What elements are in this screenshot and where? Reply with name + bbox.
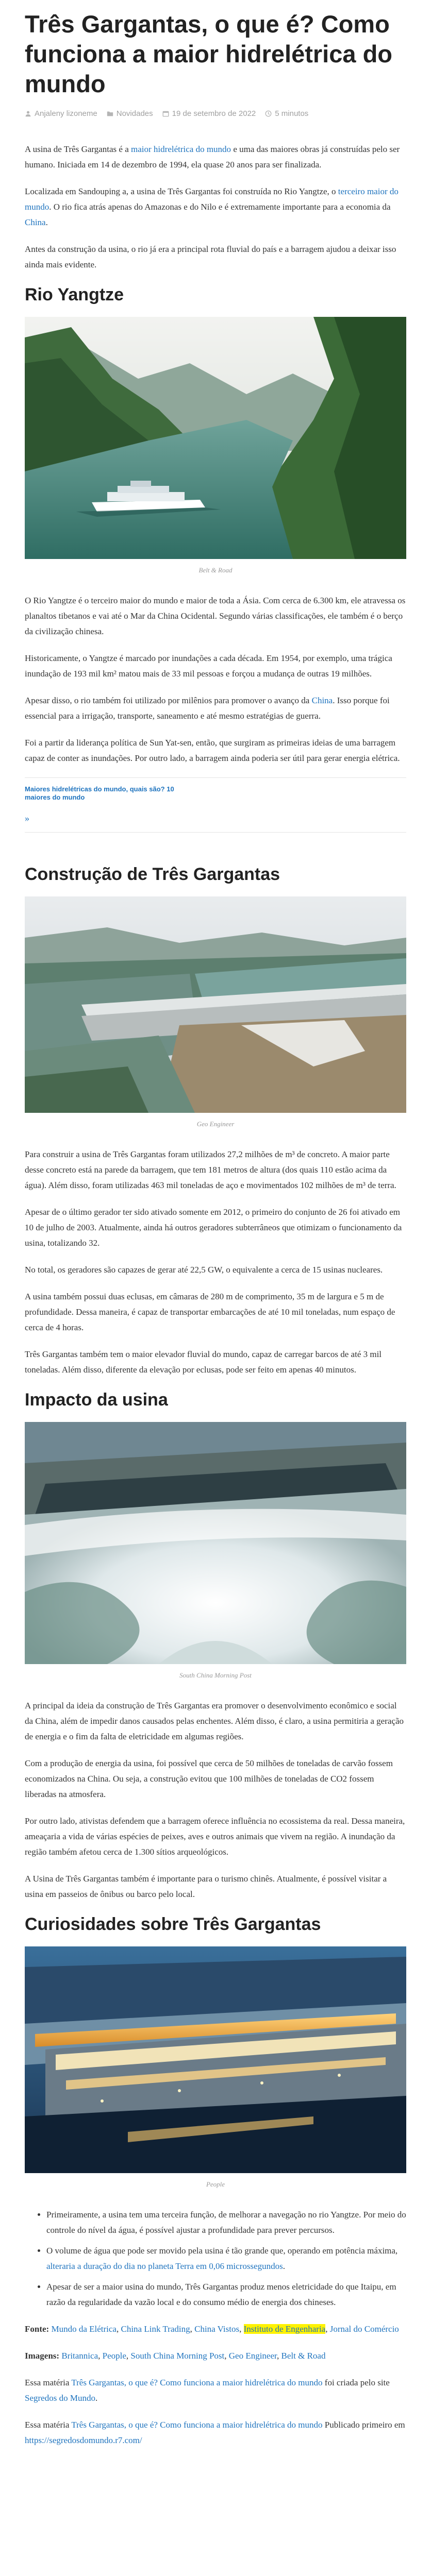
yangtze-paragraph-1: O Rio Yangtze é o terceiro maior do mundo e maior de toda a Ásia. Com cerca de 6.300 km, ele atravessa os planaltos tibetanos e vai até o Mar da China Ocidental. Segundo várias classificações, ele também é o berço da civilização chinesa. <box>25 596 406 636</box>
construcao-paragraph-5: Três Gargantas também tem o maior elevador fluvial do mundo, capaz de carregar barcos de até 3 mil toneladas. Além disso, diferente da elevação por eclusas, pode ser feito em apenas 40 minutos. <box>25 1349 382 1375</box>
chevron-right-icon[interactable]: » <box>25 813 29 823</box>
intro-paragraph-2: Localizada em Sandouping a, a usina de Três Gargantas foi construída no Rio Yangtze, o terceiro maior do mundo. O rio fica atrás apenas do Amazonas e do Nilo e é extremamente importante para a economia da China. <box>25 187 399 227</box>
sources-line: Fonte: Mundo da Elétrica, China Link Trading, China Vistos, Instituto de Engenharia, Jornal do Comércio <box>25 2324 399 2334</box>
construcao-paragraph-3: No total, os geradores são capazes de gerar até 22,5 GW, o equivalente a cerca de 15 usinas nucleares. <box>25 1265 383 1275</box>
image-credit-link[interactable]: Belt & Road <box>281 2351 326 2361</box>
intro-paragraph-3: Antes da construção da usina, o rio já era a principal rota fluvial do país e a barragem ajudou a deixar isso ainda mais evidente. <box>25 244 396 269</box>
figure-construcao <box>25 896 406 1128</box>
figure-yangtze <box>25 317 406 574</box>
source-link-highlighted[interactable]: Instituto de Engenharia <box>243 2324 326 2334</box>
yangtze-paragraph-2: Historicamente, o Yangtze é marcado por inundações a cada década. Em 1954, por exemplo, uma trágica inundação de 193 mil km² matou mais de 33 mil pessoas e forçou a mudança de outras 19 milhões. <box>25 653 392 679</box>
yangtze-river-photo <box>25 317 406 559</box>
sources-label: Fonte: <box>25 2324 49 2334</box>
list-item: • O volume de água que pode ser movido pela usina é tão grande que, operando em potência máxima, alteraria a duração do dia no planeta Terra em 0,06 microssegundos. <box>46 2243 406 2274</box>
dam-spillway-photo <box>25 1422 406 1664</box>
credit-line: Essa matéria Três Gargantas, o que é? Como funciona a maior hidrelétrica do mundo foi criada pelo site Segredos do Mundo. <box>25 2378 390 2403</box>
image-credit-link[interactable]: Geo Engineer <box>228 2351 277 2361</box>
link-china[interactable]: China <box>25 217 46 227</box>
link-terceiro-maior[interactable]: terceiro maior do mundo <box>25 187 399 212</box>
publication-line: Essa matéria Três Gargantas, o que é? Como funciona a maior hidrelétrica do mundo Publicado primeiro em https://segredosdomundo.r7.com/ <box>25 2420 405 2445</box>
source-link[interactable]: China Vistos <box>194 2324 240 2334</box>
images-label: Imagens: <box>25 2351 60 2361</box>
read-time: 5 minutos <box>275 109 309 118</box>
heading-impacto: Impacto da usina <box>25 1390 168 1410</box>
publish-date: 19 de setembro de 2022 <box>172 109 256 118</box>
image-credit-link[interactable]: Britannica <box>61 2351 98 2361</box>
dam-aerial-photo <box>25 896 406 1113</box>
curiosidades-list <box>25 2207 406 2310</box>
author-name: Anjaleny lizoneme <box>35 109 97 118</box>
related-post-box <box>25 777 406 833</box>
image-credit-link[interactable]: People <box>102 2351 126 2361</box>
caption-curiosidades: People <box>206 2180 225 2188</box>
yangtze-paragraph-3: Apesar disso, o rio também foi utilizado por milênios para promover o avanço da China. Isso porque foi essencial para a irrigação, transporte, saneamento e até mesmo estratégias de guerra. <box>25 696 390 721</box>
meta-date <box>162 109 256 118</box>
caption-yangtze: Belt & Road <box>198 566 233 574</box>
impacto-paragraph-3: Por outro lado, ativistas defendem que a barragem oferece influência no ecossistema da real. Dessa maneira, ameaçaria a vida de várias espécies de peixes, aves e outros animais que vivem na região. A inundação da região também afetou cerca de 1.300 sítios arqueológicos. <box>25 1816 405 1857</box>
impacto-paragraph-2: Com a produção de energia da usina, foi possível que cerca de 50 milhões de toneladas de carvão fossem economizados na China. Ou seja, a construção evitou que 100 milhões de toneladas de CO2 fossem liberadas na atmosfera. <box>25 1758 393 1799</box>
intro-paragraph-1: A usina de Três Gargantas é a maior hidrelétrica do mundo e uma das maiores obras já construídas pelo ser humano. Iniciada em 14 de dezembro de 1994, ela quase 20 anos para ser finalizada. <box>25 144 400 170</box>
category-name: Novidades <box>116 109 153 118</box>
caption-impacto: South China Morning Post <box>179 1671 252 1679</box>
link-china-2[interactable]: China <box>311 696 333 705</box>
meta-category[interactable] <box>107 109 153 118</box>
images-line: Imagens: Britannica, People, South China Morning Post, Geo Engineer, Belt & Road <box>25 2351 326 2361</box>
article-self-link[interactable]: Três Gargantas, o que é? Como funciona a maior hidrelétrica do mundo <box>71 2378 323 2387</box>
related-post-link[interactable]: Maiores hidrelétricas do mundo, quais são? 10 maiores do mundo <box>25 785 174 801</box>
source-link[interactable]: Mundo da Elétrica <box>51 2324 117 2334</box>
folder-icon <box>107 110 113 117</box>
clock-icon <box>265 110 272 117</box>
article-title: Três Gargantas, o que é? Como funciona a maior hidrelétrica do mundo <box>25 10 392 97</box>
construcao-paragraph-2: Apesar de o último gerador ter sido ativado somente em 2012, o primeiro do conjunto de 26 foi ativado em 10 de julho de 2003. Atualmente, ainda há outros geradores subterrâneos que otimizam o funcionamento da usina, totalizando 32. <box>25 1207 402 1248</box>
caption-construcao: Geo Engineer <box>196 1120 235 1128</box>
link-duracao-dia[interactable]: alteraria a duração do dia no planeta Terra em 0,06 microssegundos <box>46 2261 283 2271</box>
meta-read-time <box>265 109 308 118</box>
heading-rio-yangtze: Rio Yangtze <box>25 285 124 304</box>
calendar-icon <box>162 110 169 117</box>
article-meta <box>25 109 406 118</box>
image-credit-link[interactable]: South China Morning Post <box>130 2351 225 2361</box>
article-self-link-2[interactable]: Três Gargantas, o que é? Como funciona a maior hidrelétrica do mundo <box>71 2420 323 2430</box>
meta-author[interactable] <box>25 109 97 118</box>
heading-construcao: Construção de Três Gargantas <box>25 865 280 884</box>
construcao-paragraph-1: Para construir a usina de Três Gargantas foram utilizados 27,2 milhões de m³ de concreto. A maior parte desse concreto está na parede da barragem, que tem 181 metros de altura (dos quais 110 estão acima da água). Além disso, foram utilizadas 463 mil toneladas de aço e movimentados 102 milhões de m³ de terra. <box>25 1149 396 1190</box>
site-link[interactable]: Segredos do Mundo <box>25 2393 95 2403</box>
user-icon <box>25 110 31 117</box>
impacto-paragraph-1: A principal da ideia da construção de Três Gargantas era promover o desenvolvimento econômico e social da China, além de impedir danos causados pelas enchentes. Além disso, é claro, a usina permitiria a geração de energia e o fim da falta de eletricidade em algumas regiões. <box>25 1701 404 1741</box>
impacto-paragraph-4: A Usina de Três Gargantas também é importante para o turismo chinês. Atualmente, é possível visitar a usina em passeios de ônibus ou barco pelo local. <box>25 1874 387 1899</box>
figure-curiosidades <box>25 1946 406 2189</box>
site-url-link[interactable]: https://segredosdomundo.r7.com/ <box>25 2435 142 2445</box>
source-link[interactable]: China Link Trading <box>121 2324 190 2334</box>
source-link[interactable]: Jornal do Comércio <box>329 2324 399 2334</box>
dam-night-photo <box>25 1946 406 2173</box>
link-maior-hidreletrica[interactable]: maior hidrelétrica do mundo <box>131 144 231 154</box>
figure-impacto <box>25 1422 406 1680</box>
list-item: • Primeiramente, a usina tem uma terceira função, de melhorar a navegação no rio Yangtze. Por meio do controle do nível da água, é possível ajustar a profundidade para prever percursos. <box>46 2207 406 2238</box>
construcao-paragraph-4: A usina também possui duas eclusas, em câmaras de 280 m de comprimento, 35 m de largura e 5 m de profundidade. Dessa maneira, é capaz de transportar embarcações de até 10 mil toneladas, num espaço de cerca de 4 horas. <box>25 1292 395 1332</box>
yangtze-paragraph-4: Foi a partir da liderança política de Sun Yat-sen, então, que surgiram as primeiras ideias de uma barragem capaz de conter as inundações. Por outro lado, a barragem ainda poderia ser útil para gerar energia elétrica. <box>25 738 400 763</box>
list-item: • Apesar de ser a maior usina do mundo, Três Gargantas produz menos eletricidade do que Itaipu, em razão da regularidade da vazão local e do consumo médio de energia dos chineses. <box>46 2279 406 2310</box>
heading-curiosidades: Curiosidades sobre Três Gargantas <box>25 1914 321 1934</box>
